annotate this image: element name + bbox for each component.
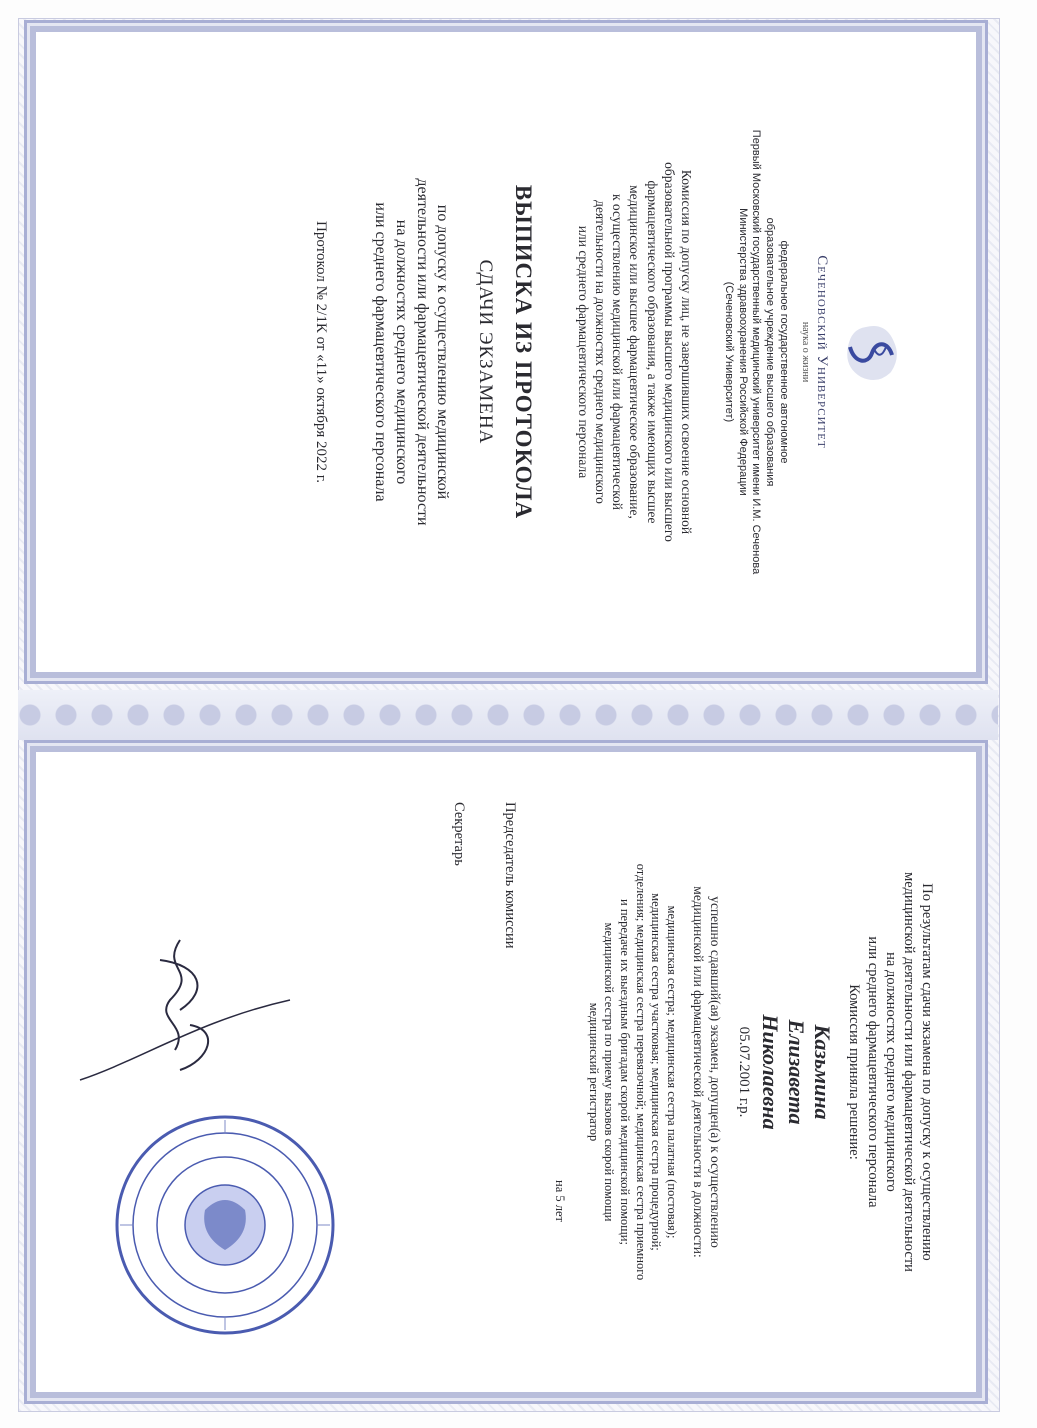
fold-ornament — [18, 690, 998, 740]
protocol-number: Протокол № 2/1К от «11» октября 2022 г. — [313, 221, 330, 483]
institution-line: (Сеченовский Университет) — [723, 281, 735, 423]
result-line: медицинской деятельности или фармацевтической деятельности — [900, 872, 917, 1272]
result-line: По результатам сдачи экзамена по допуску к осуществлению — [919, 883, 935, 1261]
positions-block — [585, 802, 679, 1342]
success-line: успешно сдавший(ая) экзамен, допущен(а) к осуществлению — [707, 896, 723, 1248]
document-subheading: СДАЧИ ЭКЗАМЕНА — [475, 259, 497, 445]
position-line: медицинской сестра по приему вызовов скорой помощи — [602, 922, 617, 1222]
chairman-label: Председатель комиссии — [502, 802, 519, 949]
position-line: медицинский регистратор — [586, 1002, 601, 1142]
institution-line: федеральное государственное автономное — [778, 240, 790, 464]
admission-line: деятельности или фармацевтической деятельности — [413, 178, 431, 526]
institution-line: образовательное учреждение высшего образования — [764, 217, 777, 487]
birth-date: 05.07.2001 г.р. — [735, 1026, 752, 1118]
signature-icon — [60, 930, 320, 1090]
secretary-label: Секретарь — [451, 802, 468, 866]
university-name: Сеченовский Университет — [814, 255, 830, 449]
position-line: медицинская сестра участковая; медицинская сестра процедурной; — [649, 893, 664, 1251]
success-line: медицинской или фармацевтической деятельности в должности: — [690, 886, 706, 1258]
admission-line: или среднего фармацевтического персонала — [372, 202, 389, 502]
admission-block — [369, 92, 452, 612]
result-line: Комиссия приняла решение: — [846, 984, 863, 1160]
signatures-block — [450, 802, 518, 1342]
position-line: медицинская сестра; медицинская сестра палатная (постовая); — [664, 905, 679, 1239]
result-line: или среднего фармацевтического персонала — [864, 936, 881, 1208]
university-logo-icon — [836, 317, 906, 387]
commission-line: деятельности на должностях среднего медицинского — [592, 200, 608, 504]
holder-patronymic: Николаевна — [758, 1014, 784, 1130]
position-line: отделения; медицинская сестра перевязочной; медицинская сестра приемного — [633, 863, 648, 1281]
institution-line: Министерства здравоохранения Российской Федерации — [736, 208, 749, 496]
holder-surname: Казьмина — [810, 1024, 836, 1120]
holder-name — [758, 802, 836, 1342]
commission-line: к осуществлению медицинской или фармацевтической — [610, 194, 626, 510]
holder-first-name: Елизавета — [784, 1019, 810, 1125]
result-block — [845, 802, 936, 1342]
success-block — [689, 802, 723, 1342]
commission-line: или среднего фармацевтического персонала — [575, 225, 591, 479]
official-seal-icon — [110, 1110, 340, 1340]
commission-line: образовательной программы высшего медицинского или высшего — [661, 162, 677, 542]
commission-line: Комиссия по допуску лиц, не завершивших освоение основной — [679, 169, 695, 535]
validity-term: на 5 лет — [553, 1180, 568, 1222]
position-line: и передаче их выездным бригадам скорой медицинской помощи; — [617, 899, 632, 1245]
commission-line: фармацевтического образования, а также имеющих высшее — [644, 180, 660, 524]
header-block — [721, 92, 906, 612]
institution-block — [721, 92, 790, 612]
university-motto: наука о жизни — [800, 321, 811, 383]
institution-line: Первый Московский государственный медицинский университет имени И.М. Сеченова — [750, 129, 763, 575]
admission-line: по допуску к осуществлению медицинской — [434, 204, 452, 500]
left-page — [36, 32, 976, 672]
commission-line: медицинское или высшее фармацевтическое образование, — [627, 185, 643, 519]
commission-block — [574, 92, 695, 612]
admission-line: на должностях среднего медицинского — [392, 219, 410, 485]
document-heading: ВЫПИСКА ИЗ ПРОТОКОЛА — [511, 184, 537, 520]
result-line: на должностях среднего медицинского — [882, 952, 899, 1192]
